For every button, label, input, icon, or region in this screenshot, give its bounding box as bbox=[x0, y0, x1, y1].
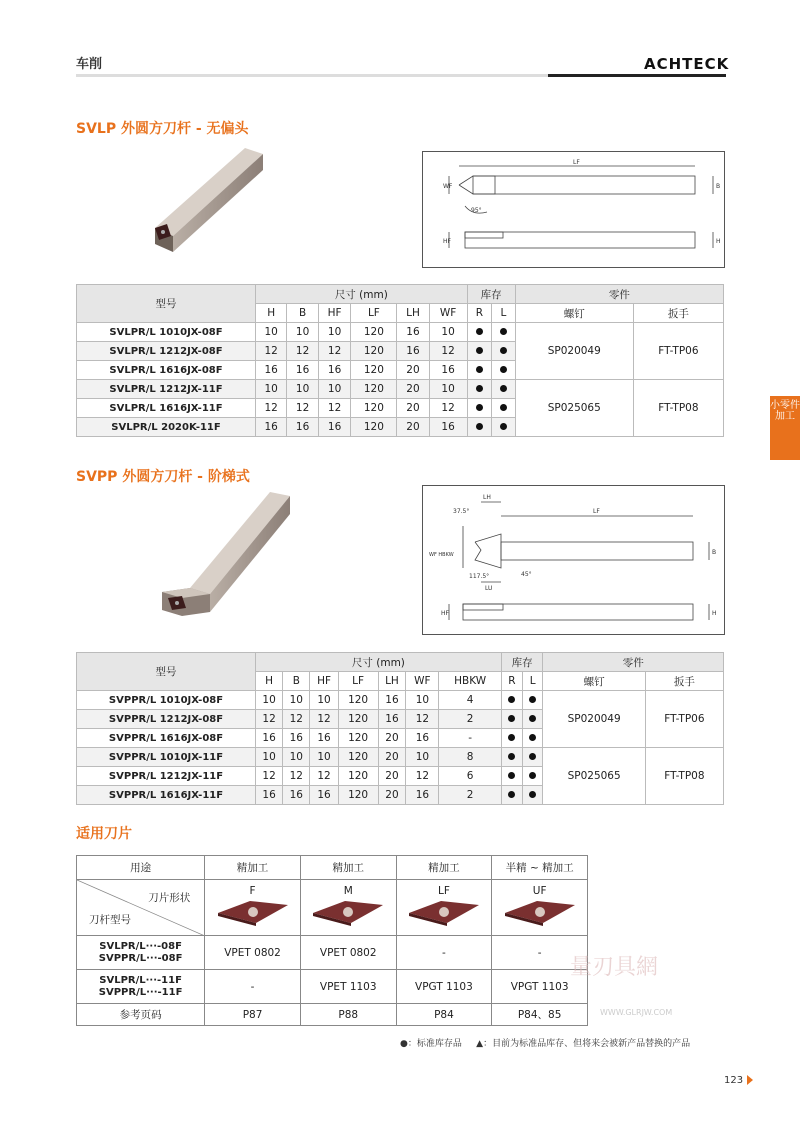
value-cell: 10 bbox=[429, 323, 467, 342]
ref-page[interactable]: P84 bbox=[396, 1004, 492, 1026]
value-cell: 10 bbox=[318, 323, 351, 342]
col-model: 型号 bbox=[77, 285, 256, 323]
insert-cell-uf bbox=[492, 880, 588, 936]
stock-dot-icon bbox=[476, 404, 483, 411]
insert-image bbox=[214, 897, 292, 927]
value-cell: 16 bbox=[406, 729, 439, 748]
shape-uf: UF bbox=[532, 885, 547, 897]
value-cell: 2 bbox=[439, 710, 501, 729]
stock-cell bbox=[501, 786, 522, 805]
stock-cell bbox=[492, 323, 516, 342]
col-h: H bbox=[256, 304, 287, 323]
stock-dot-icon bbox=[508, 772, 515, 779]
dim-h: H bbox=[716, 238, 721, 245]
dim-h: H bbox=[712, 610, 717, 617]
header-section-label: 车削 bbox=[76, 57, 103, 72]
col-wrench: 扳手 bbox=[645, 672, 723, 691]
value-cell: 16 bbox=[256, 786, 283, 805]
wrench-cell: FT-TP06 bbox=[645, 691, 723, 748]
holder-11f-2: SVPPR/L···-11F bbox=[98, 986, 183, 998]
value-cell: 20 bbox=[397, 399, 429, 418]
value-cell: 16 bbox=[397, 342, 429, 361]
value-cell: 16 bbox=[287, 361, 318, 380]
legend-dot: ●：标准库存品 bbox=[400, 1039, 462, 1049]
stock-dot-icon bbox=[500, 366, 507, 373]
value-cell: 120 bbox=[338, 691, 378, 710]
page-number: 123 bbox=[724, 1075, 744, 1086]
stock-cell bbox=[501, 748, 522, 767]
stock-cell bbox=[467, 418, 491, 437]
col-screw: 螺钉 bbox=[543, 672, 645, 691]
stock-cell bbox=[492, 361, 516, 380]
value-cell: 12 bbox=[256, 710, 283, 729]
value-cell: 10 bbox=[283, 691, 310, 710]
table-row bbox=[77, 748, 724, 767]
screw-cell: SP025065 bbox=[515, 380, 633, 437]
value-cell: 10 bbox=[256, 380, 287, 399]
col-model: 型号 bbox=[77, 653, 256, 691]
col-b: B bbox=[287, 304, 318, 323]
col-hbkw: HBKW bbox=[439, 672, 501, 691]
stock-cell bbox=[467, 399, 491, 418]
stock-cell bbox=[467, 342, 491, 361]
insert-cell-lf bbox=[396, 880, 492, 936]
brand-logo: ACHTECK bbox=[644, 55, 730, 73]
dim-a1: 37.5° bbox=[453, 508, 470, 515]
holder-label: 刀杆型号 bbox=[89, 914, 131, 926]
use-label: 用途 bbox=[77, 856, 205, 880]
value-cell: 12 bbox=[256, 767, 283, 786]
holder-08f-2: SVPPR/L···-08F bbox=[98, 952, 183, 964]
section2-title: SVPP 外圆方刀杆 - 阶梯式 bbox=[76, 469, 250, 485]
tool-holder-image-svpp bbox=[160, 488, 295, 628]
stock-dot-icon bbox=[508, 753, 515, 760]
value-cell: 8 bbox=[439, 748, 501, 767]
table-row bbox=[77, 323, 724, 342]
value-cell: 16 bbox=[318, 361, 351, 380]
value-cell: 12 bbox=[406, 710, 439, 729]
value-cell: 20 bbox=[397, 418, 429, 437]
value-cell: 12 bbox=[287, 399, 318, 418]
value-cell: - bbox=[439, 729, 501, 748]
screw-cell: SP020049 bbox=[543, 691, 645, 748]
col-r: R bbox=[467, 304, 491, 323]
ref-page[interactable]: P87 bbox=[205, 1004, 301, 1026]
col-stock: 库存 bbox=[467, 285, 515, 304]
col-l: L bbox=[523, 672, 543, 691]
shape-f: F bbox=[249, 885, 256, 897]
technical-drawing-svpp bbox=[422, 485, 725, 635]
stock-dot-icon bbox=[529, 715, 536, 722]
insert-cell-m bbox=[300, 880, 396, 936]
value-cell: 16 bbox=[310, 729, 338, 748]
cell: - bbox=[396, 936, 492, 970]
table-row bbox=[77, 691, 724, 710]
insert-image bbox=[309, 897, 387, 927]
value-cell: 10 bbox=[256, 323, 287, 342]
value-cell: 16 bbox=[283, 786, 310, 805]
value-cell: 10 bbox=[406, 691, 439, 710]
value-cell: 10 bbox=[256, 748, 283, 767]
value-cell: 10 bbox=[429, 380, 467, 399]
shape-label: 刀片形状 bbox=[148, 892, 191, 904]
value-cell: 12 bbox=[256, 342, 287, 361]
col-lh: LH bbox=[397, 304, 429, 323]
col-screw: 螺钉 bbox=[515, 304, 633, 323]
col-r: R bbox=[501, 672, 522, 691]
model-cell: SVLPR/L 1212JX-11F bbox=[77, 380, 256, 399]
value-cell: 120 bbox=[351, 399, 397, 418]
dim-b: B bbox=[712, 549, 717, 556]
col-size: 尺寸 (mm) bbox=[256, 653, 502, 672]
col-wf: WF bbox=[429, 304, 467, 323]
stock-cell bbox=[523, 710, 543, 729]
value-cell: 16 bbox=[256, 361, 287, 380]
stock-dot-icon bbox=[508, 715, 515, 722]
wrench-cell: FT-TP08 bbox=[633, 380, 723, 437]
value-cell: 120 bbox=[351, 380, 397, 399]
value-cell: 20 bbox=[378, 729, 406, 748]
diagonal-header-cell bbox=[77, 880, 205, 936]
stock-cell bbox=[501, 767, 522, 786]
stock-cell bbox=[523, 786, 543, 805]
col-lf: LF bbox=[351, 304, 397, 323]
section3-title: 适用刀片 bbox=[76, 826, 132, 842]
technical-drawing-svlp bbox=[422, 151, 725, 268]
stock-dot-icon bbox=[476, 347, 483, 354]
stock-cell bbox=[501, 691, 522, 710]
stock-dot-icon bbox=[476, 366, 483, 373]
stock-cell bbox=[523, 748, 543, 767]
holder-08f-1: SVLPR/L···-08F bbox=[99, 940, 182, 952]
value-cell: 120 bbox=[338, 748, 378, 767]
col-parts: 零件 bbox=[543, 653, 724, 672]
value-cell: 16 bbox=[256, 418, 287, 437]
holder-row-11f bbox=[77, 970, 205, 1004]
value-cell: 120 bbox=[338, 710, 378, 729]
watermark: 量刃具網 bbox=[570, 955, 659, 980]
value-cell: 10 bbox=[287, 380, 318, 399]
col-b: B bbox=[283, 672, 310, 691]
stock-dot-icon bbox=[529, 791, 536, 798]
stock-dot-icon bbox=[476, 423, 483, 430]
diagonal-line bbox=[77, 880, 205, 936]
dim-wf: WF bbox=[443, 183, 453, 190]
value-cell: 16 bbox=[378, 710, 406, 729]
col-wf: WF bbox=[406, 672, 439, 691]
value-cell: 10 bbox=[283, 748, 310, 767]
side-tab[interactable]: 小零件加工 bbox=[770, 396, 800, 460]
col-h: H bbox=[256, 672, 283, 691]
value-cell: 12 bbox=[310, 710, 338, 729]
holder-row-08f bbox=[77, 936, 205, 970]
next-page-arrow-icon[interactable] bbox=[747, 1075, 753, 1085]
col-parts: 零件 bbox=[515, 285, 723, 304]
spec-table-svlp bbox=[76, 284, 724, 437]
shape-lf: LF bbox=[437, 885, 450, 897]
dim-lf: LF bbox=[573, 159, 580, 166]
value-cell: 12 bbox=[318, 399, 351, 418]
value-cell: 16 bbox=[429, 361, 467, 380]
stock-dot-icon bbox=[529, 734, 536, 741]
model-cell: SVLPR/L 1616JX-08F bbox=[77, 361, 256, 380]
stock-cell bbox=[492, 399, 516, 418]
value-cell: 6 bbox=[439, 767, 501, 786]
value-cell: 20 bbox=[378, 786, 406, 805]
value-cell: 12 bbox=[256, 399, 287, 418]
stock-cell bbox=[501, 729, 522, 748]
cell: VPET 1103 bbox=[300, 970, 396, 1004]
insert-cell-f bbox=[205, 880, 301, 936]
stock-cell bbox=[501, 710, 522, 729]
model-cell: SVPPR/L 1010JX-08F bbox=[77, 691, 256, 710]
col-hf: HF bbox=[310, 672, 338, 691]
dim-a2: 117.5° bbox=[469, 573, 490, 580]
cell: VPGT 1103 bbox=[396, 970, 492, 1004]
value-cell: 16 bbox=[378, 691, 406, 710]
value-cell: 120 bbox=[351, 342, 397, 361]
shape-m: M bbox=[343, 885, 353, 897]
value-cell: 120 bbox=[338, 729, 378, 748]
dim-lf: LF bbox=[593, 508, 600, 515]
spec-table-svpp bbox=[76, 652, 724, 805]
value-cell: 20 bbox=[378, 767, 406, 786]
stock-dot-icon bbox=[476, 328, 483, 335]
col-lf: LF bbox=[338, 672, 378, 691]
stock-dot-icon bbox=[500, 404, 507, 411]
wrench-cell: FT-TP08 bbox=[645, 748, 723, 805]
screw-cell: SP020049 bbox=[515, 323, 633, 380]
value-cell: 12 bbox=[310, 767, 338, 786]
stock-dot-icon bbox=[508, 696, 515, 703]
value-cell: 16 bbox=[429, 418, 467, 437]
cell: VPET 0802 bbox=[300, 936, 396, 970]
value-cell: 2 bbox=[439, 786, 501, 805]
value-cell: 4 bbox=[439, 691, 501, 710]
insert-table bbox=[76, 855, 588, 1026]
dim-lh: LH bbox=[483, 494, 491, 501]
value-cell: 20 bbox=[397, 380, 429, 399]
stock-cell bbox=[467, 323, 491, 342]
use-0: 精加工 bbox=[205, 856, 301, 880]
value-cell: 16 bbox=[318, 418, 351, 437]
value-cell: 120 bbox=[338, 767, 378, 786]
stock-dot-icon bbox=[500, 385, 507, 392]
cell: VPET 0802 bbox=[205, 936, 301, 970]
value-cell: 120 bbox=[351, 418, 397, 437]
model-cell: SVPPR/L 1616JX-11F bbox=[77, 786, 256, 805]
stock-cell bbox=[492, 380, 516, 399]
value-cell: 16 bbox=[283, 729, 310, 748]
value-cell: 12 bbox=[287, 342, 318, 361]
model-cell: SVLPR/L 1212JX-08F bbox=[77, 342, 256, 361]
value-cell: 10 bbox=[318, 380, 351, 399]
value-cell: 120 bbox=[338, 786, 378, 805]
stock-dot-icon bbox=[508, 791, 515, 798]
dim-b: B bbox=[716, 183, 721, 190]
value-cell: 12 bbox=[429, 342, 467, 361]
tool-holder-image-svlp bbox=[145, 140, 270, 270]
cell: - bbox=[205, 970, 301, 1004]
stock-dot-icon bbox=[529, 753, 536, 760]
section1-title: SVLP 外圆方刀杆 - 无偏头 bbox=[76, 121, 249, 137]
model-cell: SVPPR/L 1010JX-11F bbox=[77, 748, 256, 767]
value-cell: 12 bbox=[406, 767, 439, 786]
insert-image bbox=[405, 897, 483, 927]
stock-dot-icon bbox=[529, 772, 536, 779]
value-cell: 120 bbox=[351, 323, 397, 342]
stock-dot-icon bbox=[500, 347, 507, 354]
legend bbox=[400, 1036, 690, 1049]
value-cell: 16 bbox=[406, 786, 439, 805]
value-cell: 10 bbox=[406, 748, 439, 767]
stock-cell bbox=[492, 418, 516, 437]
dim-lu: LU bbox=[485, 585, 493, 592]
model-cell: SVLPR/L 2020K-11F bbox=[77, 418, 256, 437]
value-cell: 20 bbox=[378, 748, 406, 767]
value-cell: 12 bbox=[318, 342, 351, 361]
value-cell: 12 bbox=[283, 767, 310, 786]
model-cell: SVPPR/L 1616JX-08F bbox=[77, 729, 256, 748]
stock-cell bbox=[467, 380, 491, 399]
ref-label: 参考页码 bbox=[77, 1004, 205, 1026]
stock-dot-icon bbox=[529, 696, 536, 703]
model-cell: SVPPR/L 1212JX-08F bbox=[77, 710, 256, 729]
value-cell: 16 bbox=[287, 418, 318, 437]
dim-hf: HF bbox=[441, 610, 449, 617]
use-2: 精加工 bbox=[396, 856, 492, 880]
value-cell: 10 bbox=[310, 691, 338, 710]
model-cell: SVLPR/L 1010JX-08F bbox=[77, 323, 256, 342]
value-cell: 12 bbox=[283, 710, 310, 729]
cell: - bbox=[492, 936, 588, 970]
use-1: 精加工 bbox=[300, 856, 396, 880]
col-wrench: 扳手 bbox=[633, 304, 723, 323]
col-hf: HF bbox=[318, 304, 351, 323]
value-cell: 10 bbox=[256, 691, 283, 710]
header-divider-accent bbox=[548, 74, 726, 77]
stock-dot-icon bbox=[500, 423, 507, 430]
insert-image bbox=[501, 897, 579, 927]
value-cell: 16 bbox=[397, 323, 429, 342]
col-lh: LH bbox=[378, 672, 406, 691]
value-cell: 10 bbox=[310, 748, 338, 767]
model-cell: SVPPR/L 1212JX-11F bbox=[77, 767, 256, 786]
dim-a3: 45° bbox=[521, 571, 532, 578]
col-size: 尺寸 (mm) bbox=[256, 285, 468, 304]
wrench-cell: FT-TP06 bbox=[633, 323, 723, 380]
value-cell: 10 bbox=[287, 323, 318, 342]
stock-dot-icon bbox=[476, 385, 483, 392]
dim-hf: HF bbox=[443, 238, 451, 245]
cell: VPGT 1103 bbox=[492, 970, 588, 1004]
value-cell: 120 bbox=[351, 361, 397, 380]
watermark-url: WWW.GLRJW.COM bbox=[600, 1008, 673, 1017]
ref-page[interactable]: P84、85 bbox=[492, 1004, 588, 1026]
table-row bbox=[77, 380, 724, 399]
value-cell: 16 bbox=[256, 729, 283, 748]
use-3: 半精 ~ 精加工 bbox=[492, 856, 588, 880]
holder-11f-1: SVLPR/L···-11F bbox=[99, 974, 182, 986]
value-cell: 16 bbox=[310, 786, 338, 805]
dim-angle: 95° bbox=[471, 207, 482, 214]
stock-cell bbox=[523, 767, 543, 786]
model-cell: SVLPR/L 1616JX-11F bbox=[77, 399, 256, 418]
legend-triangle: ▲：目前为标准品库存、但将来会被新产品替换的产品 bbox=[476, 1039, 691, 1049]
stock-cell bbox=[467, 361, 491, 380]
col-l: L bbox=[492, 304, 516, 323]
dim-wf-hbkw: WF HBKW bbox=[429, 552, 454, 558]
stock-dot-icon bbox=[500, 328, 507, 335]
value-cell: 20 bbox=[397, 361, 429, 380]
stock-cell bbox=[523, 729, 543, 748]
screw-cell: SP025065 bbox=[543, 748, 645, 805]
stock-cell bbox=[523, 691, 543, 710]
value-cell: 12 bbox=[429, 399, 467, 418]
stock-cell bbox=[492, 342, 516, 361]
ref-page[interactable]: P88 bbox=[300, 1004, 396, 1026]
stock-dot-icon bbox=[508, 734, 515, 741]
col-stock: 库存 bbox=[501, 653, 543, 672]
